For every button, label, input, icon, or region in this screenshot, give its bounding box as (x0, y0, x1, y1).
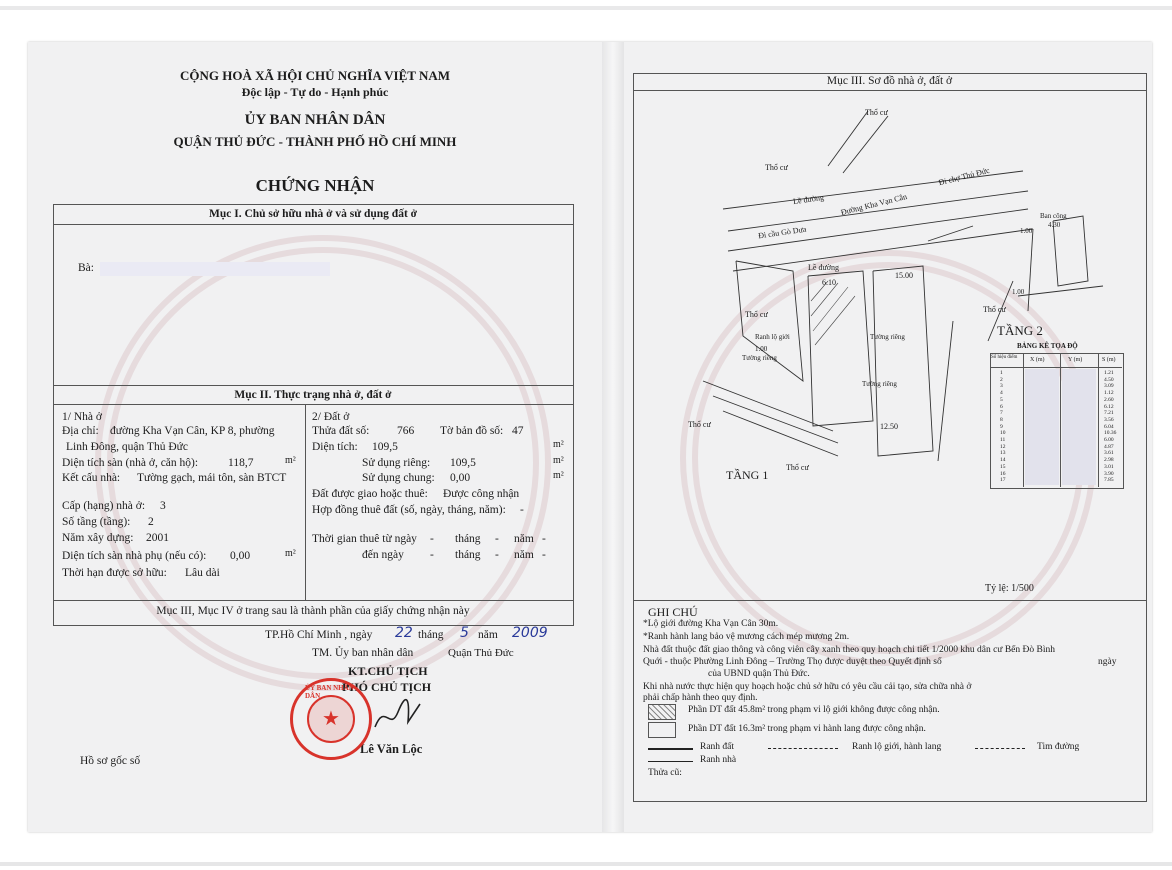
year-word: năm (514, 533, 534, 545)
coord-row-point: 12 (1000, 443, 1006, 450)
coord-row-distance: 3.09 (1104, 383, 1114, 390)
divider (53, 385, 573, 386)
legend-ranh-dat: Ranh đất (700, 742, 735, 752)
floor-area-label: Diện tích sàn (nhà ở, căn hộ): (62, 457, 199, 469)
fold-crease (602, 42, 624, 832)
coord-row-distance: 6.12 (1104, 403, 1114, 410)
authority: ỦY BAN NHÂN DÂN (244, 112, 386, 128)
map-label-road-name: Đường Kha Vạn Cân (839, 191, 908, 218)
plot-value: 766 (397, 425, 415, 437)
coord-row-distance: 1.21 (1104, 370, 1114, 376)
map-label-ban-cong: Ban công (1040, 212, 1067, 220)
owner-name-redacted (100, 262, 330, 276)
coord-header-y: Y (m) (1068, 357, 1083, 363)
floor-area-value: 118,7 (228, 457, 254, 469)
dim-430: 4.30 (1048, 221, 1061, 229)
bottom-edge (0, 862, 1172, 866)
land-area-value: 109,5 (372, 441, 398, 453)
country-title: CỘNG HOÀ XÃ HỘI CHỦ NGHĨA VIỆT NAM (179, 68, 451, 83)
coord-table-col (1023, 353, 1024, 487)
coord-table-header-line (990, 367, 1122, 368)
address-line2: Linh Đông, quận Thủ Đức (66, 441, 188, 453)
aux-area-label: Diện tích sàn nhà phụ (nếu có): (62, 550, 207, 562)
issue-day: 22 (395, 625, 413, 641)
coord-row-point: 14 (1000, 457, 1006, 464)
grade-label: Cấp (hạng) nhà ở: (62, 500, 146, 512)
divider (53, 600, 573, 601)
unit-m2: m² (553, 455, 564, 466)
year-word: năm (514, 549, 534, 561)
divider (53, 224, 573, 225)
year-label: năm (478, 629, 498, 641)
coord-row-distance: 4.87 (1104, 443, 1114, 450)
dim-1500: 15.00 (895, 271, 913, 280)
dash: - (430, 533, 434, 545)
coord-header-x: X (m) (1030, 357, 1045, 363)
dash: - (430, 549, 434, 561)
legend-item: Phần DT đất 45.8m² trong phạm vi lộ giới không được công nhận. (688, 705, 940, 715)
line-sample-dashdot (975, 748, 1025, 749)
year-value: 2001 (146, 532, 169, 544)
stamp-text: ỦY BAN NHÂN DÂN (305, 684, 354, 700)
map-label-tho-cu: Thổ cư (745, 310, 768, 319)
coord-row-point: 16 (1000, 470, 1006, 477)
coord-row-point: 7 (1000, 410, 1003, 417)
coord-row-point: 6 (1000, 403, 1003, 410)
unit-m2: m² (285, 455, 296, 466)
shared-use-label: Sử dụng chung: (362, 472, 435, 484)
map-sheet-value: 47 (512, 425, 524, 437)
map-label-tuong-rieng: Tường riêng (862, 380, 897, 388)
coord-table-title: BẢNG KÊ TỌA ĐỘ (1017, 342, 1078, 350)
map-sheet-label: Tờ bản đồ số: (440, 425, 504, 437)
structure-label: Kết cấu nhà: (62, 472, 121, 484)
land-area-label: Diện tích: (312, 441, 358, 453)
dim-100: 1.00 (1020, 227, 1033, 235)
map-label-tho-cu: Thổ cư (765, 163, 788, 172)
note-line: của UBND quận Thủ Đức. (708, 669, 810, 679)
coord-row-point: 2 (1000, 376, 1003, 383)
district-name: Quận Thủ Đức (448, 647, 514, 659)
coord-table-col (1098, 353, 1099, 487)
coord-row-distance: 2.60 (1104, 396, 1114, 403)
on-behalf: TM. Ủy ban nhân dân (312, 647, 414, 659)
coord-row-distance: 3.90 (1104, 470, 1114, 477)
diagram-heading: Mục III. Sơ đồ nhà ở, đất ở (826, 75, 953, 87)
coord-row-point: 17 (1000, 477, 1006, 484)
unit-m2: m² (553, 439, 564, 450)
issue-month: 5 (460, 625, 469, 641)
map-label-tho-cu: Thổ cư (983, 305, 1006, 314)
allocated-label: Đất được giao hoặc thuê: (312, 488, 428, 500)
coord-values-redacted (1062, 369, 1096, 485)
floor2-label: TẦNG 2 (997, 323, 1043, 338)
dim-1250: 12.50 (880, 422, 898, 431)
coord-row-distance: 3.56 (1104, 416, 1114, 423)
address-label: Địa chỉ: (62, 425, 99, 437)
land-heading: 2/ Đất ở (312, 411, 350, 423)
top-edge (0, 6, 1172, 10)
coord-row-distance: 10.36 (1104, 430, 1117, 437)
coord-table-col (1060, 353, 1061, 487)
note-line: Nhà đất thuộc đất giao thông và công viên cây xanh theo quy hoạch chi tiết 1/2000 khu dân cư Bến Đò Bình (643, 645, 1055, 655)
map-label-ranh-lo-gioi: Ranh lộ giới (755, 333, 790, 341)
old-plot-label: Thửa cũ: (648, 768, 682, 778)
coord-row-point: 1 (1000, 370, 1003, 376)
site-plan-diagram (633, 91, 1146, 611)
dim-610: 6.10 (822, 278, 836, 287)
role-deputy-for-chairman: KT.CHỦ TỊCH (348, 664, 428, 678)
term-label: Thời hạn được sở hữu: (62, 567, 167, 579)
coord-row-distance: 3.01 (1104, 463, 1114, 470)
note-line: Quới - thuộc Phường Linh Đông – Trường Thọ được duyệt theo Quyết định số (643, 657, 942, 667)
owner-label: Bà: (78, 262, 94, 274)
signer-name: Lê Văn Lộc (360, 742, 423, 756)
lease-from-label: Thời gian thuê từ ngày (312, 533, 417, 545)
month-word: tháng (455, 533, 481, 545)
note-line: Khi nhà nước thực hiện quy hoạch hoặc chủ sở hữu có yêu cầu cải tạo, sửa chữa nhà ở (643, 682, 972, 692)
coord-row-point: 4 (1000, 390, 1003, 397)
red-official-stamp (290, 678, 372, 760)
dim-100: 1.00 (1012, 288, 1025, 296)
lease-value: - (520, 504, 524, 516)
certificate-title: CHỨNG NHẬN (255, 176, 375, 195)
coord-row-distance: 1.12 (1104, 390, 1114, 397)
house-heading: 1/ Nhà ở (62, 411, 102, 423)
legend-tim-duong: Tim đường (1037, 742, 1080, 752)
coord-row-point: 8 (1000, 416, 1003, 423)
coord-row-point: 13 (1000, 450, 1006, 457)
lease-label: Hợp đồng thuê đất (số, ngày, tháng, năm): (312, 504, 506, 516)
legend-item: Phần DT đất 16.3m² trong phạm vi hành lang được công nhận. (688, 724, 926, 734)
section2-heading: Mục II. Thực trạng nhà ở, đất ở (234, 389, 392, 401)
plot-label: Thửa đất số: (312, 425, 370, 437)
coord-header-point: Số hiệu điểm (991, 355, 1018, 360)
dash: - (542, 549, 546, 561)
shared-use-value: 0,00 (450, 472, 471, 484)
coord-row-point: 5 (1000, 396, 1003, 403)
note-day-word: ngày (1098, 657, 1117, 667)
dash: - (495, 533, 499, 545)
coord-header-s: S (m) (1102, 357, 1116, 363)
floors-value: 2 (148, 516, 154, 528)
divider (53, 404, 573, 405)
grade-value: 3 (160, 500, 166, 512)
year-label: Năm xây dựng: (62, 532, 134, 544)
section1-heading: Mục I. Chủ sở hữu nhà ở và sử dụng đất ở (208, 208, 418, 220)
aux-area-value: 0,00 (230, 550, 251, 562)
dash: - (495, 549, 499, 561)
motto: Độc lập - Tự do - Hạnh phúc (241, 85, 389, 99)
divider (633, 600, 1146, 601)
role-vice-chairman: PHÓ CHỦ TỊCH (342, 680, 432, 694)
lease-to-label: đến ngày (362, 549, 404, 561)
month-word: tháng (455, 549, 481, 561)
unit-m2: m² (285, 548, 296, 559)
term-value: Lâu dài (185, 567, 220, 579)
note-line: *Lộ giới đường Kha Vạn Cân 30m. (643, 619, 779, 629)
dim-100: 1.00 (755, 345, 768, 353)
coord-row-point: 3 (1000, 383, 1003, 390)
map-label-le-duong: Lề đường (792, 192, 825, 207)
plain-swatch (648, 722, 676, 738)
legend-lo-gioi: Ranh lộ giới, hành lang (852, 742, 942, 752)
coord-row-point: 11 (1000, 437, 1006, 443)
structure-value: Tường gạch, mái tôn, sàn BTCT (137, 472, 287, 484)
coord-row-distance: 7.21 (1104, 410, 1114, 417)
hatched-swatch (648, 704, 676, 720)
coord-row-distance: 2.98 (1104, 457, 1114, 464)
line-sample-thin (648, 761, 693, 762)
floors-label: Số tầng (tầng): (62, 516, 131, 528)
map-label-tuong-rieng: Tường riêng (870, 333, 905, 341)
map-label-to-go-dua: Đi cầu Gò Dưa (757, 224, 807, 241)
coord-row-distance: 7.85 (1104, 477, 1114, 484)
line-sample-dashed (768, 748, 838, 749)
coord-row-distance: 3.61 (1104, 450, 1114, 457)
map-label-tho-cu: Thổ cư (688, 420, 711, 429)
district-title: QUẬN THỦ ĐỨC - THÀNH PHỐ HỒ CHÍ MINH (173, 134, 457, 149)
line-sample-solid (648, 748, 693, 750)
allocated-value: Được công nhận (443, 488, 520, 500)
place-date-label: TP.Hồ Chí Minh , ngày (265, 629, 373, 641)
note-line: phải chấp hành theo quy định. (643, 693, 758, 703)
scale-label: Tỷ lệ: 1/500 (985, 583, 1034, 594)
record-label: Hồ sơ gốc số (80, 755, 141, 767)
month-label: tháng (418, 629, 444, 641)
coord-row-point: 15 (1000, 463, 1006, 470)
map-label-to-thu-duc: Đi chợ Thủ Đức (937, 165, 991, 188)
private-use-value: 109,5 (450, 457, 476, 469)
coord-row-distance: 6.04 (1104, 423, 1114, 430)
notes-heading: GHI CHÚ (648, 605, 698, 619)
private-use-label: Sử dụng riêng: (362, 457, 431, 469)
column-divider (305, 404, 306, 600)
map-label-tho-cu: Thổ cư (865, 108, 888, 117)
coord-row-distance: 6.00 (1104, 437, 1114, 443)
coord-row-distance: 4.50 (1104, 376, 1114, 383)
star-icon: ★ (322, 708, 340, 730)
legend-ranh-nha: Ranh nhà (700, 755, 737, 765)
coord-row-point: 9 (1000, 423, 1003, 430)
address-line1: đường Kha Vạn Cân, KP 8, phường (110, 425, 275, 437)
map-label-tuong-rieng: Tường riêng (742, 354, 777, 362)
coord-row-point: 10 (1000, 430, 1006, 437)
dash: - (542, 533, 546, 545)
map-label-tho-cu: Thổ cư (786, 463, 809, 472)
floor1-label: TẦNG 1 (726, 468, 769, 482)
map-label-le-duong: Lề đường (808, 263, 840, 272)
issue-year: 2009 (512, 625, 548, 641)
unit-m2: m² (553, 470, 564, 481)
signature-scribble (370, 692, 430, 737)
section-note: Mục III, Mục IV ở trang sau là thành phần của giấy chứng nhận này (156, 605, 470, 617)
note-line: *Ranh hành lang bảo vệ mương cách mép mương 2m. (643, 632, 850, 642)
coord-values-redacted (1025, 369, 1059, 485)
